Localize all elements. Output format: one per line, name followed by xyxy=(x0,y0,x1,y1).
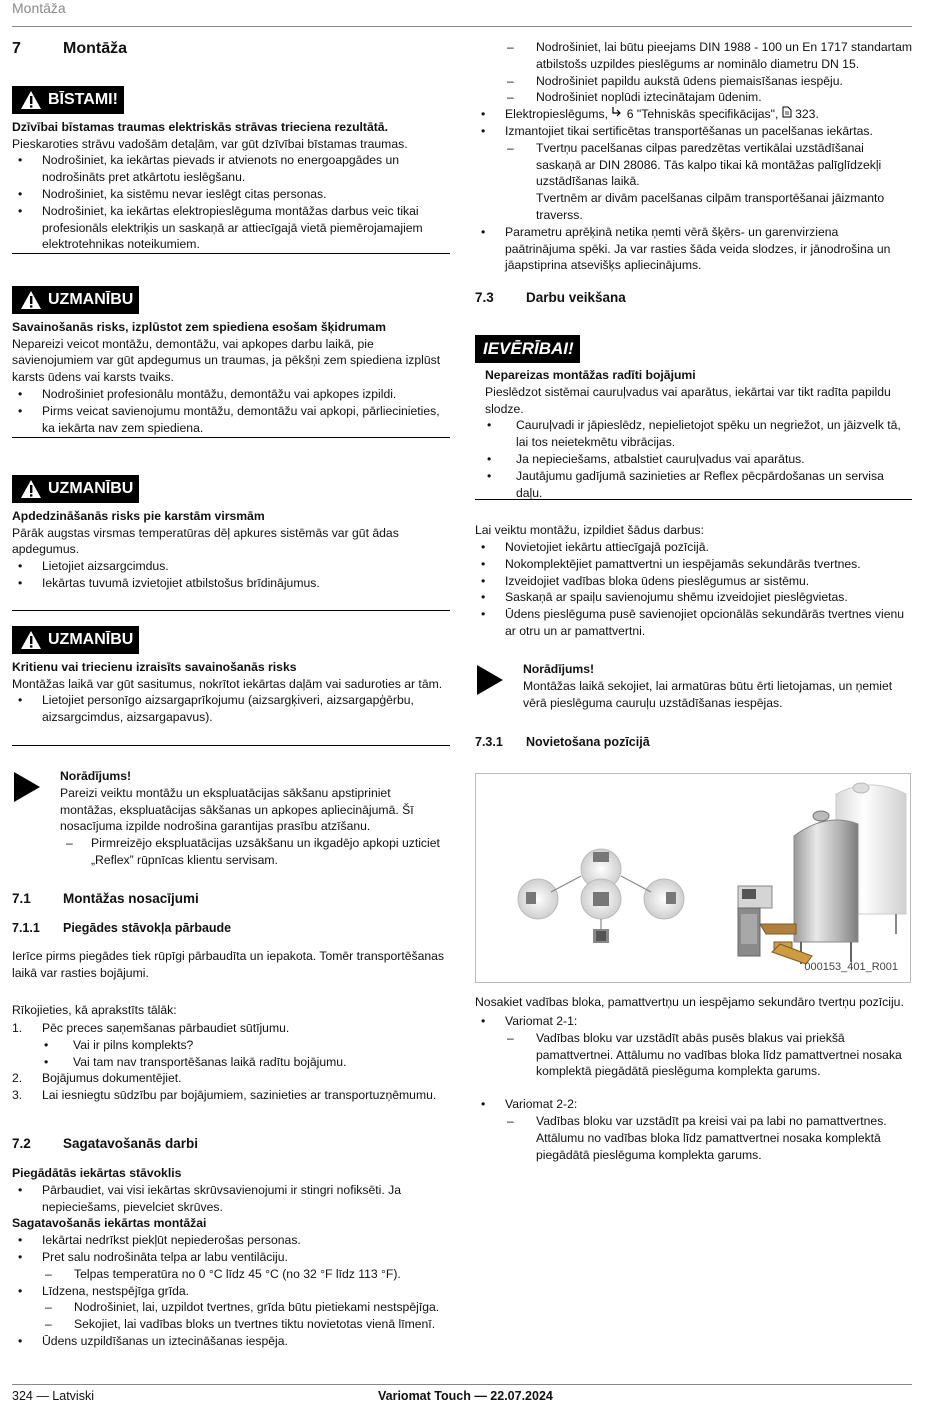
note-arrow-icon xyxy=(14,772,40,802)
list-item-text: Nodrošiniet, lai, uzpildot tvertnes, grīda būtu pietiekami nestspējīga. xyxy=(74,1300,440,1315)
list-item-text: Vai ir pilns komplekts? xyxy=(73,1037,194,1052)
steps-list xyxy=(12,1020,450,1104)
subheading: Sagatavošanās iekārtas montāžai xyxy=(12,1216,207,1231)
list-item: • Ja nepieciešams, atbalstiet cauruļvadus vai aparātus. xyxy=(487,451,805,466)
list-item: • Nodrošiniet profesionālu montāžu, demontāžu vai apkopes izpildi. xyxy=(18,386,397,401)
list-item-text: Ūdens pieslēguma pusē savienojiet opcionālās sekundārās tvertnes vienu ar otru un ar pamattvertni. xyxy=(505,607,905,638)
step-item xyxy=(12,1087,450,1104)
list-item-text: Lietojiet personīgo aizsargaprīkojumu (aizsargķiveri, aizsargapģērbu, aizsargcimdus, aizsargapavus). xyxy=(42,693,414,725)
step-item xyxy=(12,1020,450,1037)
section-7-heading xyxy=(12,41,450,58)
cross-reference-link[interactable]: 6 "Tehniskās specifikācijas", xyxy=(626,107,779,122)
footer-page-number: 324 — Latviski xyxy=(12,1389,94,1403)
list-item-text: Nodrošiniet, ka iekārtas elektropieslēguma montāžas darbus veic tikai profesionāls elektriķis un saskaņā ar attiecīgajā vietā piemērojamajiem elektrotehnikas noteikumiem. xyxy=(42,203,423,252)
list-item: • Pārbaudiet, vai visi iekārtas skrūvsavienojumi ir stingri nofiksēti. Ja nepieciešams, pievelciet skrūves. xyxy=(18,1182,401,1214)
list-item-text: Nodrošiniet noplūdi iztecinātajam ūdenim. xyxy=(536,90,762,105)
step-text: Lai iesniegtu sūdzību par bojājumiem, sazinieties ar transportuzņēmumu. xyxy=(42,1088,437,1103)
list-item-text: Nodrošiniet profesionālu montāžu, demontāžu vai apkopes izpildi. xyxy=(42,386,397,401)
note-text: Pareizi veiktu montāžu un ekspluatācijas sākšanu apstipriniet montāžas, ekspluatācijas sākšanas un apkopes apliecinājumā. Šī nosacījuma izpilde nodrošina garantijas prasību atzīšanu. xyxy=(60,785,414,834)
list-item-text: Nodrošiniet papildu aukstā ūdens piemaisīšanas iespēju. xyxy=(536,73,843,88)
requirements-list xyxy=(475,39,912,274)
caution-title: Kritienu vai triecienu izraisīts savainošanās risks xyxy=(12,659,297,674)
list-item-text: Iekārtas tuvumā izvietojiet atbilstošus brīdinājumus. xyxy=(42,575,320,590)
section-7-1-1-heading xyxy=(12,920,450,937)
notice-text: Pieslēdzot sistēmai cauruļvadus vai aparātus, iekārtai var tikt radīta papildu slodze. xyxy=(485,384,891,416)
section-title: Sagatavošanās darbi xyxy=(63,1136,199,1151)
variants-list xyxy=(475,1013,912,1163)
list-item: – Telpas temperatūra no 0 °C līdz 45 °C (no 32 °F līdz 113 °F). xyxy=(45,1266,401,1281)
list-item: • Nokomplektējiet pamattvertni un iespējamās sekundārās tvertnes. xyxy=(481,556,861,571)
note-text: Montāžas laikā sekojiet, lai armatūras būtu ērti lietojamas, un ņemiet vērā pieslēguma cauruļu uzstādīšanas iespējas. xyxy=(523,678,893,710)
list-item: • Vai tam nav transportēšanas laikā radītu bojājumu. xyxy=(44,1054,347,1069)
step-number: 1. xyxy=(12,1021,23,1035)
positioning-figure xyxy=(475,773,911,983)
list-item: • Līdzena, nestspējīga grīda. xyxy=(18,1283,190,1298)
list-item-text: Pret salu nodrošināta telpa ar labu ventilāciju. xyxy=(42,1249,288,1264)
paragraph: Rīkojieties, kā aprakstīts tālāk: xyxy=(12,1003,177,1017)
section-number: 7.2 xyxy=(12,1136,31,1151)
preparation-section xyxy=(12,1165,450,1350)
list-item: • Elektropieslēgums, 6 "Tehniskās specifikācijas", 323. xyxy=(481,107,819,122)
figure-label: 000153_401_R001 xyxy=(804,961,898,974)
list-item-text: Izveidojiet vadības bloka ūdens pieslēgumus ar sistēmu. xyxy=(505,573,810,588)
caution-badge xyxy=(12,475,139,503)
list-item: • Cauruļvadi ir jāpieslēdz, nepielietojot spēku un negriežot, un jāizvelk tā, lai tos neietekmētu vibrācijas. xyxy=(487,418,901,450)
list-item: • Pirms veicat savienojumu montāžu, demontāžu vai apkopi, pārliecinieties, ka iekārta nav zem spiediena. xyxy=(18,403,440,435)
section-number: 7.1 xyxy=(12,891,31,906)
list-item: • Lietojiet personīgo aizsargaprīkojumu (aizsargķiveri, aizsargapģērbu, aizsargcimdus, aizsargapavus). xyxy=(18,693,414,725)
caution-badge xyxy=(12,286,139,314)
section-title: Novietošana pozīcijā xyxy=(526,735,650,749)
list-item-text: Tvertņu pacelšanas cilpas paredzētas vertikālai uzstādīšanai saskaņā ar DIN 28086. Tās kalpo tikai kā montāžas palīglīdzekļi uzstādīšanas laikā. xyxy=(536,140,882,189)
warning-triangle-icon xyxy=(20,479,42,499)
caution-text: Nepareizi veicot montāžu, demontāžu, vai apkopes darbu laikā, pie savienojumiem var gūt apdegumus un traumas, ja pēkšņi zem spiediena izplūst karsts ūdens vai karsts tvaiks. xyxy=(12,336,441,385)
list-item-text: Pārbaudiet, vai visi iekārtas skrūvsavienojumi ir stingri nofiksēti. Ja nepieciešams, pievelciet skrūves. xyxy=(42,1182,401,1214)
list-item xyxy=(475,190,912,224)
list-item: • Nodrošiniet, ka sistēmu nevar ieslēgt citas personas. xyxy=(18,186,327,201)
list-item-text: Vadības bloku var uzstādīt abās pusēs blakus vai priekšā pamattvertnei. Attālumu no vadības bloka līdz pamattvertnei nosaka komplektā piegādātā pieslēguma komplekta garums. xyxy=(536,1030,902,1079)
note-arrow-icon xyxy=(477,665,503,695)
list-item: – Sekojiet, lai vadības bloks un tvertnes tiktu novietotas vienā līmenī. xyxy=(45,1317,436,1332)
step-item xyxy=(12,1070,450,1087)
list-item: – Vadības bloku var uzstādīt pa kreisi vai pa labi no pamattvertnes. Attālumu no vadības bloka līdz pamattvertnei nosaka komplektā piegādātā pieslēguma komplekta garums. xyxy=(507,1113,887,1162)
variant-label: Variomat 2-1: xyxy=(505,1014,578,1028)
list-item-text: Ja nepieciešams, atbalstiet cauruļvadus vai aparātus. xyxy=(516,451,805,466)
list-item: • Izmantojiet tikai sertificētas transportēšanas un pacelšanas iekārtas. xyxy=(481,123,873,138)
caution-text: Montāžas laikā var gūt sasitumus, nokrītot iekārtas daļām vai saduroties ar tām. xyxy=(12,676,443,691)
list-item-text: Elektropieslēgums, xyxy=(505,107,608,122)
list-item: – Nodrošiniet, lai, uzpildot tvertnes, grīda būtu pietiekami nestspējīga. xyxy=(45,1300,440,1315)
list-item: • Ūdens uzpildīšanas un iztecināšanas iespēja. xyxy=(18,1333,288,1348)
caution-falling-box xyxy=(12,626,450,746)
warning-triangle-icon xyxy=(20,290,42,310)
caution-text: Pārāk augstas virsmas temperatūras dēļ apkures sistēmās var gūt ādas apdegumus. xyxy=(12,525,399,557)
list-item-text: Nodrošiniet, ka sistēmu nevar ieslēgt citas personas. xyxy=(42,186,327,201)
caution-badge xyxy=(12,626,139,654)
list-item: – Pirmreizējo ekspluatācijas uzsākšanu un ikgadējo apkopi uzticiet „Reflex” rūpnīcas klientu servisam. xyxy=(66,836,440,867)
page-reference-link[interactable]: 323. xyxy=(795,107,819,122)
list-item: – Nodrošiniet noplūdi iztecinātajam ūdenim. xyxy=(507,90,762,105)
list-item: • Iekārtas tuvumā izvietojiet atbilstošus brīdinājumus. xyxy=(18,575,320,590)
danger-badge-label: BĪSTAMI! xyxy=(48,90,118,108)
paragraph: Lai veiktu montāžu, izpildiet šādus darbus: xyxy=(475,523,704,537)
list-item-text: Jautājumu gadījumā sazinieties ar Reflex pēcpārdošanas un servisa daļu. xyxy=(516,468,884,500)
left-column xyxy=(12,0,450,1348)
caution-title: Apdedzināšanās risks pie karstām virsmām xyxy=(12,508,265,523)
page-header-title: Montāža xyxy=(12,0,66,16)
list-item-text: Līdzena, nestspējīga grīda. xyxy=(42,1283,190,1298)
list-item-text: Lietojiet aizsargcimdus. xyxy=(42,559,169,574)
list-item: • Pret salu nodrošināta telpa ar labu ventilāciju. xyxy=(18,1249,288,1264)
list-item-text: Saskaņā ar spaiļu savienojumu shēmu izveidojiet pieslēgvietas. xyxy=(505,590,848,605)
section-title: Montāžas nosacījumi xyxy=(63,891,199,906)
step-text: Pēc preces saņemšanas pārbaudiet sūtījumu. xyxy=(42,1021,290,1035)
notice-badge: IEVĒRĪBAI! xyxy=(475,335,580,363)
list-item-text: Tvertnēm ar divām pacelšanas cilpām transportēšanai jāizmanto traverss. xyxy=(536,191,885,222)
list-item: • Ūdens pieslēguma pusē savienojiet opcionālās sekundārās tvertnes vienu ar otru un ar pamattvertni. xyxy=(481,607,905,638)
list-item-text: Iekārtai nedrīkst piekļūt nepiederošas personas. xyxy=(42,1233,301,1248)
list-item: • Novietojiet iekārtu attiecīgajā pozīcijā. xyxy=(481,540,709,554)
list-item-text: Parametru aprēķinā netika ņemti vērā šķērs- un garenvirziena paātrinājuma spēki. Ja var rasties šāda veida slodzes, ir jānodrošina un jāapstiprina atsevišķs apliecinājums. xyxy=(505,224,891,273)
section-7-3-heading xyxy=(475,290,912,307)
tasks-list xyxy=(475,539,912,640)
list-item: • Lietojiet aizsargcimdus. xyxy=(18,559,169,574)
section-number: 7.3.1 xyxy=(475,735,503,749)
warning-triangle-icon xyxy=(20,90,42,110)
list-item-text: Izmantojiet tikai sertificētas transportēšanas un pacelšanas iekārtas. xyxy=(505,123,873,138)
caution-pressure-box xyxy=(12,286,450,438)
list-item: • Jautājumu gadījumā sazinieties ar Reflex pēcpārdošanas un servisa daļu. xyxy=(487,468,884,500)
list-item: • Nodrošiniet, ka iekārtas pievads ir atvienots no energoapgādes un nodrošināts pret atkārtotu ieslēgšanu. xyxy=(18,153,400,185)
step-number: 2. xyxy=(12,1071,23,1086)
caution-title: Savainošanās risks, izplūstot zem spiediena esošam šķidrumam xyxy=(12,319,386,334)
positioning-illustration xyxy=(476,774,910,982)
step-text: Bojājumus dokumentējiet. xyxy=(42,1071,182,1086)
list-item: • Variomat 2-1: xyxy=(481,1014,578,1028)
page-reference-icon xyxy=(782,106,792,118)
caution-badge-label: UZMANĪBU xyxy=(48,630,134,648)
list-item: • Variomat 2-2: xyxy=(481,1097,578,1112)
list-item-text: Novietojiet iekārtu attiecīgajā pozīcijā. xyxy=(505,540,709,554)
list-item-text: Pirms veicat savienojumu montāžu, demontāžu vai apkopi, pārliecinieties, ka iekārta nav zem spiediena. xyxy=(42,403,440,435)
list-item: • Parametru aprēķinā netika ņemti vērā šķērs- un garenvirziena paātrinājuma spēki. Ja var rasties šāda veida slodzes, ir jānodrošina un jāapstiprina atsevišķs apliecinājums. xyxy=(481,224,891,273)
footer-divider xyxy=(12,1384,912,1385)
section-title: Montāža xyxy=(63,40,127,57)
list-item-text: Nokomplektējiet pamattvertni un iespējamās sekundārās tvertnes. xyxy=(505,556,861,571)
list-item-text: Vadības bloku var uzstādīt pa kreisi vai pa labi no pamattvertnes. Attālumu no vadības bloka līdz pamattvertnei nosaka komplektā piegādātā pieslēguma komplekta garums. xyxy=(536,1113,887,1162)
section-number: 7 xyxy=(12,40,21,57)
list-item-text: Cauruļvadi ir jāpieslēdz, nepielietojot spēku un negriežot, un jāizvelk tā, lai tos neietekmētu vibrācijas. xyxy=(516,418,901,450)
list-item: – Vadības bloku var uzstādīt abās pusēs blakus vai priekšā pamattvertnei. Attālumu no vadības bloka līdz pamattvertnei nosaka komplektā piegādātā pieslēguma komplekta garums. xyxy=(507,1030,902,1079)
list-item-text: Nodrošiniet, ka iekārtas pievads ir atvienots no energoapgādes un nodrošināts pret atkārtotu ieslēgšanu. xyxy=(42,153,400,185)
list-item-text: Ūdens uzpildīšanas un iztecināšanas iespēja. xyxy=(42,1333,288,1348)
section-number: 7.3 xyxy=(475,290,494,305)
caution-badge-label: UZMANĪBU xyxy=(48,290,134,308)
paragraph: Ierīce pirms piegādes tiek rūpīgi pārbaudīta un iepakota. Tomēr transportēšanas laikā var rasties bojājumi. xyxy=(12,949,445,980)
note-title: Norādījums! xyxy=(523,662,595,676)
section-number: 7.1.1 xyxy=(12,921,40,935)
section-title: Darbu veikšana xyxy=(526,290,626,305)
list-item-text: Telpas temperatūra no 0 °C līdz 45 °C (no 32 °F līdz 113 °F). xyxy=(74,1266,401,1281)
list-item: – Nodrošiniet papildu aukstā ūdens piemaisīšanas iespēju. xyxy=(507,73,843,88)
list-item-text: Vai tam nav transportēšanas laikā radītu bojājumu. xyxy=(73,1054,347,1069)
paragraph: Nosakiet vadības bloka, pamattvertņu un iespējamo sekundāro tvertņu pozīciju. xyxy=(475,995,904,1009)
subheading: Piegādātās iekārtas stāvoklis xyxy=(12,1166,182,1180)
step-number: 3. xyxy=(12,1088,23,1103)
note-title: Norādījums! xyxy=(60,769,132,783)
section-7-3-1-heading xyxy=(475,734,912,751)
list-item-text: Sekojiet, lai vadības bloks un tvertnes tiktu novietotas vienā līmenī. xyxy=(74,1317,436,1332)
danger-title: Dzīvībai bīstamas traumas elektriskās strāvas trieciena rezultātā. xyxy=(12,119,388,134)
right-column xyxy=(475,0,913,1162)
list-item-text: Nodrošiniet, lai būtu pieejams DIN 1988 - 100 un En 1717 standartam atbilstošs uzpildes pieslēgums ar nominālo diametru DN 15. xyxy=(536,40,913,71)
note-box xyxy=(12,768,450,869)
danger-text: Pieskaroties strāvu vadošām detaļām, var gūt dzīvībai bīstamas traumas. xyxy=(12,136,408,151)
danger-warning-box xyxy=(12,86,450,254)
cross-reference-icon xyxy=(611,106,623,118)
position-diagram xyxy=(518,849,684,943)
variant-label: Variomat 2-2: xyxy=(505,1097,578,1112)
list-item: – Tvertņu pacelšanas cilpas paredzētas vertikālai uzstādīšanai saskaņā ar DIN 28086. Tās kalpo tikai kā montāžas palīglīdzekļi uzstādīšanas laikā. xyxy=(507,140,882,189)
note-box xyxy=(475,661,912,711)
list-item-text: Pirmreizējo ekspluatācijas uzsākšanu un ikgadējo apkopi uzticiet „Reflex” rūpnīcas klientu servisam. xyxy=(91,836,440,867)
section-7-2-heading xyxy=(12,1136,450,1153)
warning-triangle-icon xyxy=(20,630,42,650)
footer-document-title: Variomat Touch — 22.07.2024 xyxy=(378,1389,553,1403)
list-item: – Nodrošiniet, lai būtu pieejams DIN 1988 - 100 un En 1717 standartam atbilstošs uzpildes pieslēgums ar nominālo diametru DN 15. xyxy=(507,40,913,71)
notice-title: Nepareizas montāžas radīti bojājumi xyxy=(485,368,696,382)
caution-hot-surface-box xyxy=(12,475,450,611)
list-item: • Nodrošiniet, ka iekārtas elektropieslēguma montāžas darbus veic tikai profesionāls elektriķis un saskaņā ar attiecīgajā vietā piemērojamajiem elektrotehnikas noteikumiem. xyxy=(18,203,423,252)
caution-badge-label: UZMANĪBU xyxy=(48,479,134,497)
notice-box xyxy=(475,335,912,500)
section-title: Piegādes stāvokļa pārbaude xyxy=(63,921,232,935)
list-item: • Iekārtai nedrīkst piekļūt nepiederošas personas. xyxy=(18,1233,301,1248)
list-item: • Izveidojiet vadības bloka ūdens pieslēgumus ar sistēmu. xyxy=(481,573,810,588)
danger-badge xyxy=(12,86,124,114)
section-7-1-heading xyxy=(12,891,450,908)
list-item: • Vai ir pilns komplekts? xyxy=(44,1037,194,1052)
list-item: • Saskaņā ar spaiļu savienojumu shēmu izveidojiet pieslēgvietas. xyxy=(481,590,848,605)
